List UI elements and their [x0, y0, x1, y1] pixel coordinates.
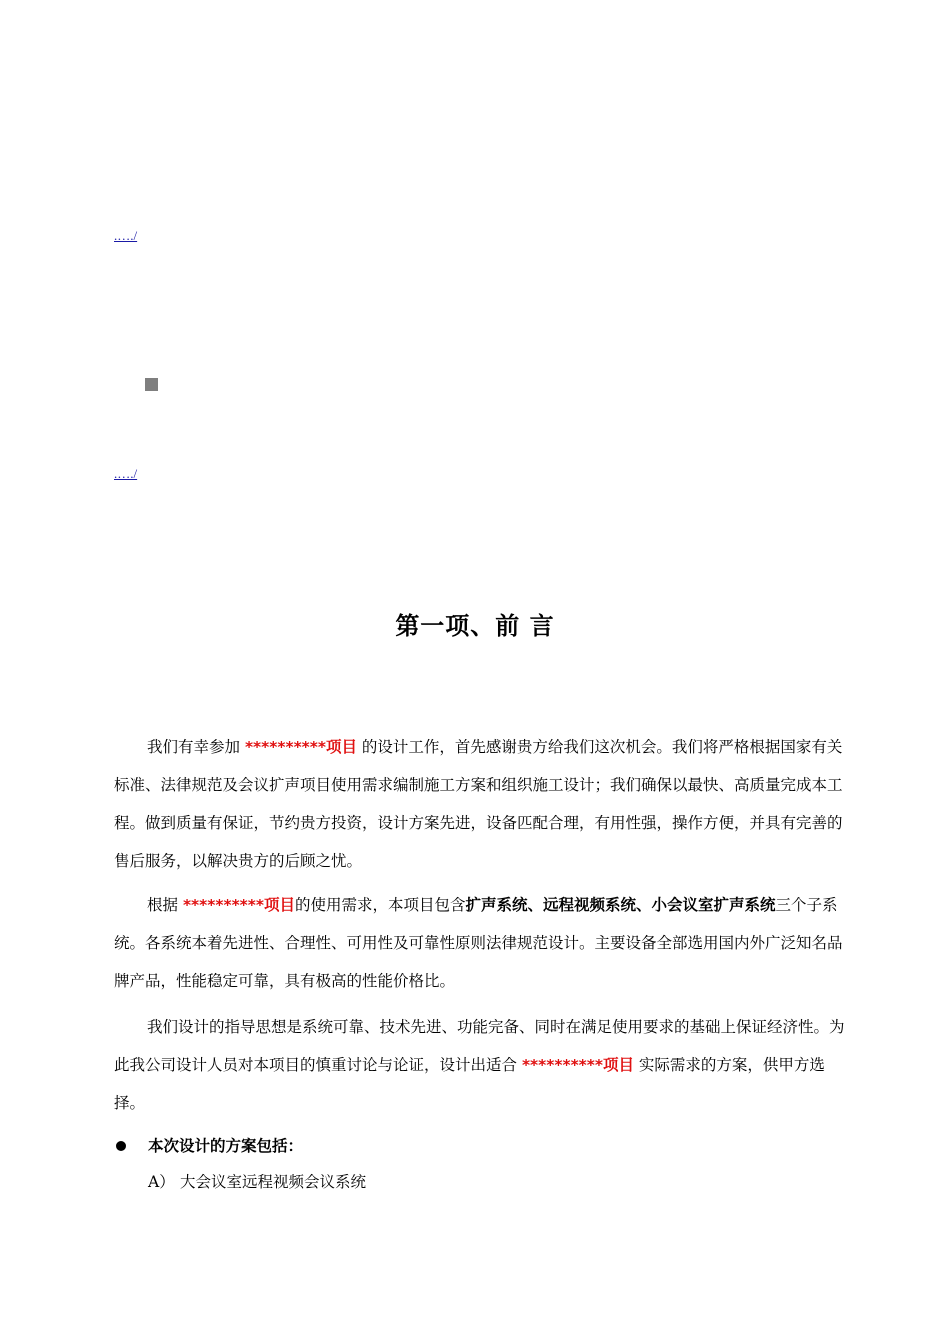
intro-paragraph-2	[114, 886, 850, 1000]
subsystems-bold: 扩声系统、远程视频系统、小会议室扩声系统	[465, 896, 776, 914]
para2-text-a: 根据	[147, 896, 183, 914]
intro-paragraph-3	[114, 1008, 850, 1122]
para1-text-a: 我们有幸参加	[147, 738, 245, 756]
scheme-bullet-label: 本次设计的方案包括：	[148, 1137, 304, 1155]
project-name-highlight: **********项目	[182, 896, 295, 914]
scheme-item-a	[148, 1170, 366, 1192]
para2-text-c: 三个子系统。各系统本着先进性、合理性、可用性及可靠性原则法律规范设计。主要设备全部选用国内外广泛知名品牌产品，性能稳定可靠，具有极高的性能价格比。	[114, 896, 843, 990]
toc-link-top[interactable]: .…./	[114, 228, 138, 243]
project-name-highlight: **********项目	[244, 738, 357, 756]
para3-text-a: 我们设计的指导思想是系统可靠、技术先进、功能完备、同时在满足使用要求的基础上保证经济性。为此我公司设计人员对本项目的慎重讨论与论证，设计出适合	[114, 1018, 845, 1074]
section-title: 第一项、前 言	[395, 611, 555, 640]
gray-square-marker	[145, 378, 158, 391]
project-name-highlight: **********项目	[521, 1056, 634, 1074]
toc-link-bottom[interactable]: .…./	[114, 466, 138, 481]
para3-text-b: 实际需求的方案，供甲方选择。	[114, 1056, 825, 1112]
scheme-item-marker: A）	[148, 1173, 175, 1191]
para1-text-b: 的设计工作，首先感谢贵方给我们这次机会。我们将严格根据国家有关标准、法律规范及会议扩声项目使用需求编制施工方案和组织施工设计；我们确保以最快、高质量完成本工程。做到质量有保证，节约贵方投资，设计方案先进，设备匹配合理，有用性强，操作方便，并具有完善的售后服务，以解决贵方的后顾之忧。	[114, 738, 843, 870]
bullet-dot-icon	[116, 1141, 126, 1151]
intro-paragraph-1	[114, 728, 850, 880]
para2-text-b: 的使用需求，本项目包含	[295, 896, 466, 914]
scheme-item-text: 大会议室远程视频会议系统	[180, 1173, 367, 1191]
